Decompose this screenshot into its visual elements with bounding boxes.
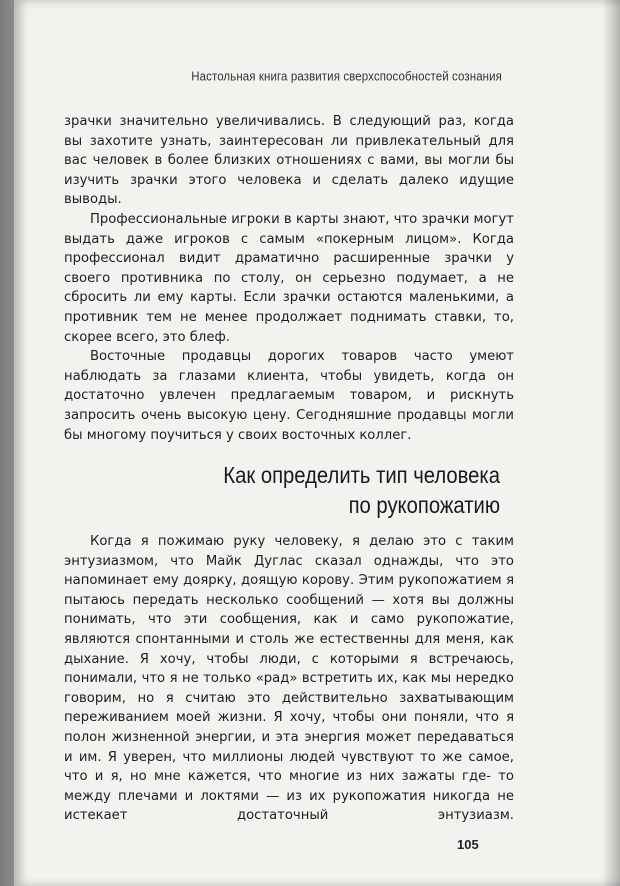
body-text-after-heading [64,532,514,826]
section-heading-line-2: по рукопожатию [348,492,500,518]
paragraph-continued: зрачки значительно увеличивались. В следующий раз, когда вы захотите узнать, заинтересован ли привлекательный для вас человек в более близких отношениях с вами, вы могли бы изучить зрачки этого человека и сделать далеко идущие выводы. [64,114,514,208]
section-heading [116,460,500,520]
page-number: 105 [457,837,479,852]
paragraph-poker-players: Профессиональные игроки в карты знают, что зрачки могут выдать даже игроков с самым «покерным лицом». Когда профессионал видит драматично расширенные зрачки у своего противника по столу, он серьезно подумает, а не сбросить ли ему карты. Если зрачки остаются маленькими, а противник тем не менее продолжает поднимать ставки, то, скорее всего, это блеф. [64,211,514,345]
scan-edge [0,0,14,886]
paragraph-handshake: Когда я пожимаю руку человеку, я делаю это с таким энтузиазмом, что Майк Дуглас сказал однажды, что это напоминает ему дояркy, доящую корову. Этим рукопожатием я пытаюсь передать несколько сообщений — хотя вы должны понимать, что эти сообщения, как и само рукопожатие, являются спонтанными и столь же естественны для меня, как дыхание. Я хочу, чтобы люди, с которыми я встречаюсь, понимали, что я не только «рад» встретить их, как мы нередко говорим, но я считаю это действительно захватывающим переживанием моей жизни. Я хочу, чтобы они поняли, что я полон жизненной энергии, и эта энергия может передаваться и им. Я уверен, что миллионы людей чувствуют то же самое, что и я, но мне кажется, что многие из них зажаты где- то между плечами и локтями — из их рукопожатия никогда не истекает достаточный энтузиазм. [64,534,514,824]
body-text-before-heading [64,112,514,445]
book-page [14,0,620,886]
section-heading-line-1: Как определить тип человека [223,462,500,488]
paragraph-eastern-sellers: Восточные продавцы дорогих товаров часто умеют наблюдать за глазами клиента, чтобы увидеть, когда он достаточно увлечен предлагаемым товаром, и рискнуть запросить очень высокую цену. Сегодняшние продавцы могли бы многому поучиться у своих восточных коллег. [64,349,514,443]
running-header: Настольная книга развития сверхспособностей сознания [191,70,502,84]
